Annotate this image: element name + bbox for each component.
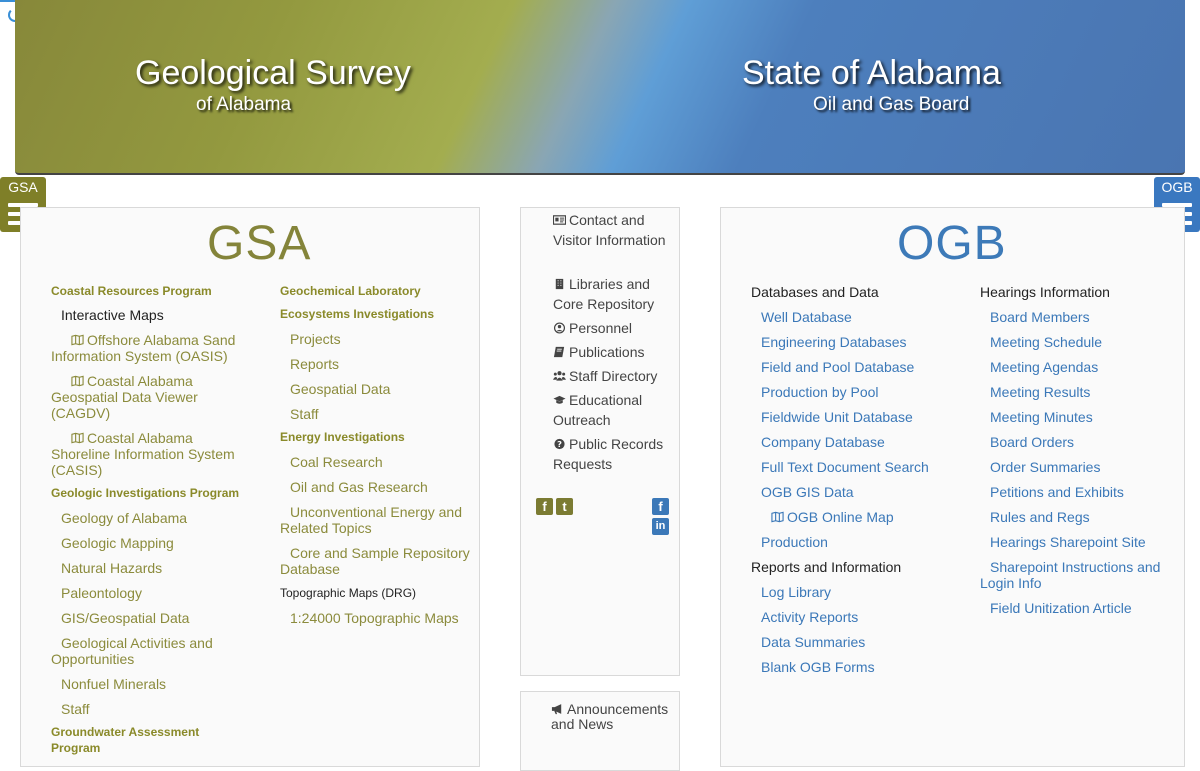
announcements-link[interactable]	[551, 702, 679, 732]
topographic-maps-link[interactable]: 1:24000 Topographic Maps	[290, 610, 459, 626]
ogb-column-2	[980, 284, 1180, 616]
ogb-linkedin-icon[interactable]: in	[652, 518, 669, 535]
groundwater-assessment-header[interactable]: Groundwater Assessment Program	[51, 725, 200, 755]
sharepoint-instructions-link[interactable]: Sharepoint Instructions and Login Info	[980, 559, 1161, 591]
natural-hazards-link[interactable]: Natural Hazards	[61, 560, 163, 576]
libraries-core-link[interactable]	[553, 274, 677, 314]
blank-ogb-forms-link[interactable]: Blank OGB Forms	[761, 659, 875, 675]
educational-outreach-link[interactable]	[553, 390, 677, 430]
libraries-core-label: Libraries and Core Repository	[553, 276, 655, 312]
board-orders-link[interactable]: Board Orders	[990, 434, 1075, 450]
book-icon	[553, 346, 566, 358]
staff-directory-label: Staff Directory	[569, 368, 658, 384]
reports-information-header: Reports and Information	[751, 559, 902, 575]
activity-reports-link[interactable]: Activity Reports	[761, 609, 859, 625]
question-circle-icon	[553, 438, 566, 450]
announcements-panel	[520, 691, 680, 771]
coal-research-link[interactable]: Coal Research	[290, 454, 383, 470]
contact-visitor-label: Contact and Visitor Information	[553, 212, 666, 248]
graduation-cap-icon	[553, 394, 566, 406]
resources-panel	[520, 207, 680, 676]
gsa-banner-title[interactable]: Geological Survey	[135, 54, 411, 92]
full-text-search-link[interactable]: Full Text Document Search	[761, 459, 929, 475]
id-card-icon	[553, 214, 566, 226]
gsa-column-2	[280, 283, 480, 626]
geologic-mapping-link[interactable]: Geologic Mapping	[61, 535, 174, 551]
hearings-sharepoint-link[interactable]: Hearings Sharepoint Site	[990, 534, 1146, 550]
ogb-column-1	[751, 284, 961, 675]
announcements-label: Announcements and News	[551, 701, 669, 732]
map-link-oasis-label: Offshore Alabama Sand Information System (OASIS)	[51, 332, 236, 364]
ogb-facebook-icon[interactable]: f	[652, 498, 669, 515]
gsa-panel	[20, 207, 480, 767]
site-banner	[15, 0, 1185, 175]
ogb-banner-title[interactable]: State of Alabama	[742, 54, 1001, 92]
publications-label: Publications	[569, 344, 645, 360]
users-icon	[553, 370, 566, 382]
eco-reports-link[interactable]: Reports	[290, 356, 340, 372]
map-icon	[71, 375, 84, 387]
personnel-link[interactable]	[553, 318, 677, 338]
meeting-agendas-link[interactable]: Meeting Agendas	[990, 359, 1099, 375]
ogb-menu-label: OGB	[1161, 179, 1193, 195]
ogb-panel-title: OGB	[897, 217, 1007, 270]
geochemical-laboratory-header[interactable]: Geochemical Laboratory	[280, 284, 421, 298]
interactive-maps-label: Interactive Maps	[61, 307, 164, 323]
gsa-banner-subtitle[interactable]: of Alabama	[196, 94, 292, 115]
topographic-maps-header[interactable]: Topographic Maps (DRG)	[280, 586, 417, 600]
geologic-investigations-header[interactable]: Geologic Investigations Program	[51, 486, 240, 500]
gis-geospatial-link[interactable]: GIS/Geospatial Data	[61, 610, 190, 626]
gsa-column-1	[51, 283, 251, 756]
public-records-link[interactable]	[553, 434, 677, 474]
map-link-cagdv[interactable]	[51, 373, 251, 421]
production-link[interactable]: Production	[761, 534, 828, 550]
unconventional-energy-link[interactable]: Unconventional Energy and Related Topics	[280, 504, 463, 536]
log-library-link[interactable]: Log Library	[761, 584, 832, 600]
meeting-schedule-link[interactable]: Meeting Schedule	[990, 334, 1103, 350]
company-database-link[interactable]: Company Database	[761, 434, 885, 450]
core-sample-repository-link[interactable]: Core and Sample Repository Database	[280, 545, 470, 577]
educational-outreach-label: Educational Outreach	[553, 392, 643, 428]
meeting-minutes-link[interactable]: Meeting Minutes	[990, 409, 1093, 425]
ogb-online-map-link[interactable]	[751, 509, 961, 525]
fieldwide-unit-database-link[interactable]: Fieldwide Unit Database	[761, 409, 913, 425]
staff-directory-link[interactable]	[553, 366, 677, 386]
personnel-label: Personnel	[569, 320, 633, 336]
publications-link[interactable]	[553, 342, 677, 362]
eco-staff-link[interactable]: Staff	[290, 406, 319, 422]
map-icon	[71, 334, 84, 346]
ogb-panel	[720, 207, 1185, 767]
ogb-online-map-label: OGB Online Map	[787, 509, 894, 525]
coastal-resources-header[interactable]: Coastal Resources Program	[51, 284, 212, 298]
well-database-link[interactable]: Well Database	[761, 309, 852, 325]
building-icon	[553, 278, 566, 290]
data-summaries-link[interactable]: Data Summaries	[761, 634, 866, 650]
petitions-exhibits-link[interactable]: Petitions and Exhibits	[990, 484, 1124, 500]
bullhorn-icon	[551, 703, 564, 715]
contact-visitor-link[interactable]	[553, 210, 677, 250]
map-link-casis[interactable]	[51, 430, 251, 478]
gsa-facebook-icon[interactable]: f	[536, 498, 553, 515]
gsa-twitter-icon[interactable]: t	[556, 498, 573, 515]
user-circle-icon	[553, 322, 566, 334]
map-link-oasis[interactable]	[51, 332, 251, 364]
eco-geospatial-link[interactable]: Geospatial Data	[290, 381, 391, 397]
order-summaries-link[interactable]: Order Summaries	[990, 459, 1101, 475]
oil-gas-research-link[interactable]: Oil and Gas Research	[290, 479, 428, 495]
ogb-gis-data-link[interactable]: OGB GIS Data	[761, 484, 854, 500]
field-unitization-link[interactable]: Field Unitization Article	[990, 600, 1132, 616]
svg-text:?: ?	[557, 439, 562, 450]
map-icon	[771, 511, 784, 523]
paleontology-link[interactable]: Paleontology	[61, 585, 142, 601]
ogb-banner-subtitle[interactable]: Oil and Gas Board	[813, 94, 970, 115]
field-pool-database-link[interactable]: Field and Pool Database	[761, 359, 915, 375]
map-link-casis-label: Coastal Alabama Shoreline Information System (CASIS)	[51, 430, 235, 478]
ecosystems-investigations-header[interactable]: Ecosystems Investigations	[280, 307, 435, 321]
energy-investigations-header[interactable]: Energy Investigations	[280, 430, 405, 444]
map-link-cagdv-label: Coastal Alabama Geospatial Data Viewer (CAGDV)	[51, 373, 198, 421]
gsa-menu-label: GSA	[8, 179, 38, 195]
geology-of-alabama-link[interactable]: Geology of Alabama	[61, 510, 188, 526]
geological-activities-link[interactable]: Geological Activities and Opportunities	[51, 635, 213, 667]
engineering-databases-link[interactable]: Engineering Databases	[761, 334, 907, 350]
nonfuel-minerals-link[interactable]: Nonfuel Minerals	[61, 676, 167, 692]
board-members-link[interactable]: Board Members	[990, 309, 1090, 325]
gsa-panel-title: GSA	[207, 217, 312, 270]
meeting-results-link[interactable]: Meeting Results	[990, 384, 1091, 400]
eco-projects-link[interactable]: Projects	[290, 331, 341, 347]
rules-regs-link[interactable]: Rules and Regs	[990, 509, 1090, 525]
production-by-pool-link[interactable]: Production by Pool	[761, 384, 879, 400]
databases-data-header: Databases and Data	[751, 284, 879, 300]
map-icon	[71, 432, 84, 444]
hearings-information-header: Hearings Information	[980, 284, 1110, 300]
public-records-label: Public Records Requests	[553, 436, 664, 472]
geologic-staff-link[interactable]: Staff	[61, 701, 90, 717]
